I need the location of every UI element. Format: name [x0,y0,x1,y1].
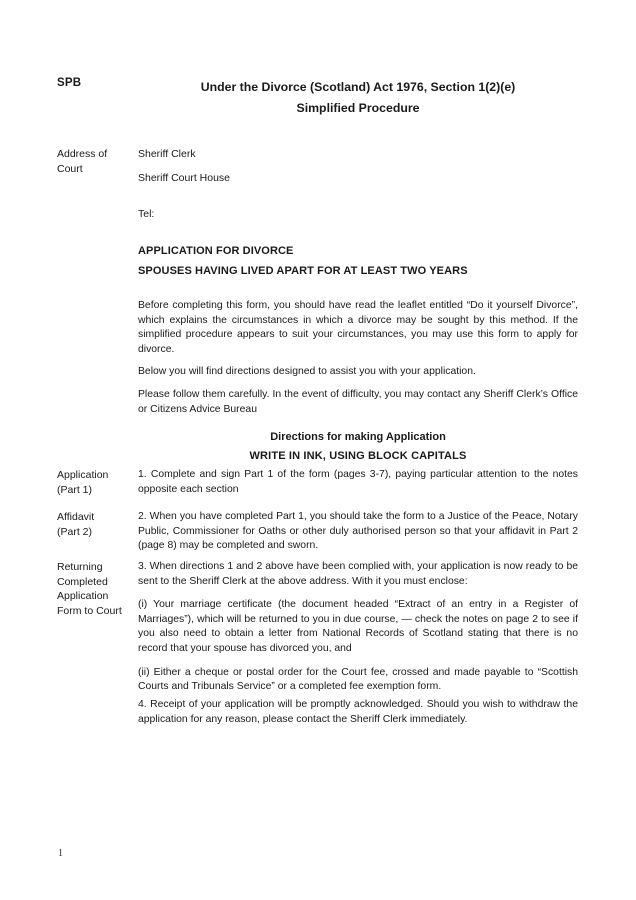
address-of-court-label [57,147,135,176]
intro-paragraph-1: Before completing this form, you should have read the leaflet entitled “Do it yourself Divorce”, which explains the circumstances in which a divorce may be sought by this method. If the simplified procedure appears to suit your circumstances, you may use this form to apply for divorce. [138,300,578,355]
direction-3-item-i: (i) Your marriage certificate (the document headed “Extract of an entry in a Register of Marriages”), which will be returned to you in due course, — check the notes on page 2 to see if you also need to obtain a letter from National Records of Scotland stating that there is no record that your spouse has divorced you, and [138,599,578,654]
address-label-line-1: Address of [57,148,108,160]
direction-4-text [138,698,578,727]
document-code: SPB [57,77,82,89]
page-number: 1 [58,848,63,859]
intro-paragraph-2: Below you will find directions designed to assist you with your application. [138,366,476,378]
intro-paragraph-3: Please follow them carefully. In the event of difficulty, you may contact any Sheriff Clerk’s Office or Citizens Advice Bureau [138,388,578,415]
direction-3-text [138,560,578,695]
direction-3-label [57,560,135,618]
application-for-divorce-heading: APPLICATION FOR DIVORCE [138,245,294,257]
directions-heading [138,428,578,466]
page-subtitle: Simplified Procedure [296,101,420,115]
direction-2-text [138,510,578,554]
address-line-2: Sheriff Court House [138,171,231,184]
direction-1-paragraph-1: 1. Complete and sign Part 1 of the form (pages 3-7), paying particular attention to the notes opposite each section [138,469,578,495]
direction-1-label-line-2: (Part 1) [57,483,93,496]
direction-3-label-line-4: Form to Court [57,604,122,617]
direction-1-label [57,468,135,497]
page-title: Under the Divorce (Scotland) Act 1976, Section 1(2)(e) [200,80,516,94]
direction-3-label-line-1: Returning [57,561,103,573]
direction-2-paragraph-1: 2. When you have completed Part 1, you should take the form to a Justice of the Peace, Notary Public, Commissioner for Oaths or other duly authorised person so that your affidavit in Part 2 (page 8) may be completed and sworn. [138,511,578,552]
direction-2-label-line-1: Affidavit [57,511,95,523]
direction-1-text [138,468,578,497]
direction-2-label [57,510,135,539]
document-header [0,77,636,121]
direction-3-paragraph-1: 3. When directions 1 and 2 above have been complied with, your application is now ready to be sent to the Sheriff Clerk at the above address. With it you must enclose: [138,561,578,587]
telephone-label: Tel: [138,208,155,220]
directions-heading-line-2: WRITE IN INK, USING BLOCK CAPITALS [249,450,467,462]
direction-2-label-line-2: (Part 2) [57,525,93,538]
introduction-text [138,299,578,417]
application-headings [138,241,578,281]
direction-3-item-ii: (ii) Either a cheque or postal order for the Court fee, crossed and made payable to “Scottish Courts and Tribunals Service” or a completed fee exemption form. [138,666,578,693]
directions-heading-line-1: Directions for making Application [270,431,446,443]
direction-3-label-line-3: Application [57,590,109,602]
address-line-1: Sheriff Clerk [138,148,196,160]
address-label-line-2: Court [57,162,83,175]
direction-1-label-line-1: Application [57,469,109,481]
direction-4-paragraph-1: 4. Receipt of your application will be promptly acknowledged. Should you wish to withdraw the application for any reason, please contact the Sheriff Clerk immediately. [138,699,578,725]
spouses-lived-apart-heading: SPOUSES HAVING LIVED APART FOR AT LEAST TWO YEARS [138,265,468,277]
court-address-block [138,147,578,222]
direction-3-label-line-2: Completed [57,575,108,588]
